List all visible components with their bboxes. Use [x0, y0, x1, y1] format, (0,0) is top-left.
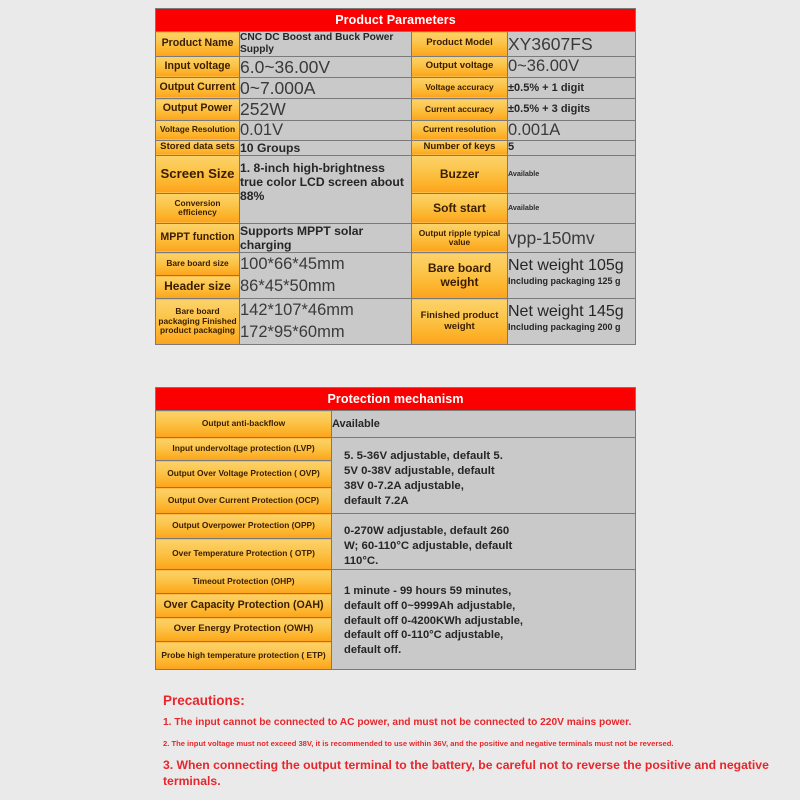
- value-soft-start: Available: [508, 193, 636, 223]
- label-owh: Over Energy Protection (OWH): [156, 618, 332, 642]
- value-group-2-part-2: [332, 539, 636, 570]
- table-row-section-header: [156, 9, 636, 32]
- table-row: [156, 411, 636, 438]
- label-ohp: Timeout Protection (OHP): [156, 570, 332, 594]
- value-group-3-part-3: [332, 618, 636, 642]
- value-group-1-part-1: [332, 438, 636, 461]
- label-soft-start: Soft start: [412, 193, 508, 223]
- label-otp: Over Temperature Protection ( OTP): [156, 539, 332, 570]
- value-output-ripple: vpp-150mv: [508, 223, 636, 252]
- label-stored-data-sets: Stored data sets: [156, 140, 240, 155]
- value-mppt-function: Supports MPPT solar charging: [240, 223, 412, 252]
- value-output-voltage: 0~36.00V: [508, 56, 636, 77]
- value-group-1-part-3: [332, 488, 636, 514]
- table-row: [156, 253, 636, 276]
- table-row: [156, 299, 636, 322]
- value-group-3-part-1: [332, 570, 636, 594]
- label-product-name: Product Name: [156, 32, 240, 57]
- precautions-section: [163, 693, 793, 790]
- table-row: [156, 140, 636, 155]
- label-output-current: Output Current: [156, 77, 240, 98]
- table-row: [156, 488, 636, 514]
- table-row: [156, 539, 636, 570]
- label-bare-board-size: Bare board size: [156, 253, 240, 276]
- table-row: [156, 32, 636, 57]
- value-group-3-part-2: [332, 594, 636, 618]
- label-ovp: Output Over Voltage Protection ( OVP): [156, 461, 332, 488]
- table-row: [156, 618, 636, 642]
- bare-board-packed-weight: Including packaging 125 g: [508, 275, 621, 286]
- value-bare-board-weight: [508, 253, 636, 299]
- value-input-voltage: 6.0~36.00V: [240, 56, 412, 77]
- value-buzzer: Available: [508, 155, 636, 193]
- table-row: [156, 155, 636, 193]
- table-row: [156, 438, 636, 461]
- value-header-size: 86*45*50mm: [240, 276, 412, 299]
- value-screen-size-and-efficiency: 1. 8-inch high-brightness true color LCD screen about 88%: [240, 155, 412, 223]
- label-mppt-function: MPPT function: [156, 223, 240, 252]
- label-oah: Over Capacity Protection (OAH): [156, 594, 332, 618]
- precaution-item-3: 3. When connecting the output terminal to the battery, be careful not to reverse the positive and negative terminals.: [163, 758, 769, 788]
- label-packaging-sizes: [156, 299, 240, 345]
- finished-product-net-weight: Net weight 145g: [508, 303, 624, 321]
- label-bare-board-packaging: Bare board packaging: [158, 306, 220, 326]
- value-group-1-part-2: [332, 461, 636, 488]
- value-output-power: 252W: [240, 99, 412, 120]
- value-product-model: XY3607FS: [508, 32, 636, 57]
- table-row: [156, 461, 636, 488]
- precaution-item-1: 1. The input cannot be connected to AC power, and must not be connected to 220V mains power.: [163, 717, 632, 728]
- table-row: [156, 594, 636, 618]
- protection-group-1-description: 5. 5-36V adjustable, default 5. 5V 0-38V adjustable, default 38V 0-7.2A adjustable, default 7.2A: [344, 450, 503, 508]
- label-output-anti-backflow: Output anti-backflow: [156, 411, 332, 438]
- label-output-voltage: Output voltage: [412, 56, 508, 77]
- label-voltage-accuracy: Voltage accuracy: [412, 77, 508, 98]
- label-finished-product-packaging: Finished product packaging: [160, 315, 237, 336]
- label-etp: Probe high temperature protection ( ETP): [156, 642, 332, 670]
- protection-mechanism-table: [155, 387, 636, 670]
- value-stored-data-sets: 10 Groups: [240, 140, 412, 155]
- finished-product-packed-weight: Including packaging 200 g: [508, 321, 621, 332]
- value-voltage-resolution: 0.01V: [240, 120, 412, 140]
- label-buzzer: Buzzer: [412, 155, 508, 193]
- table-row: [156, 570, 636, 594]
- value-voltage-accuracy: ±0.5% + 1 digit: [508, 77, 636, 98]
- table-row: [156, 223, 636, 252]
- label-bare-board-weight: Bare board weight: [412, 253, 508, 299]
- label-voltage-resolution: Voltage Resolution: [156, 120, 240, 140]
- label-conversion-efficiency: Conversion efficiency: [156, 193, 240, 223]
- protection-mechanism-title: Protection mechanism: [156, 388, 636, 411]
- label-output-ripple: Output ripple typical value: [412, 223, 508, 252]
- label-screen-size: Screen Size: [156, 155, 240, 193]
- precautions-title: Precautions:: [163, 693, 245, 708]
- label-current-resolution: Current resolution: [412, 120, 508, 140]
- precaution-item-2: 2. The input voltage must not exceed 38V, it is recommended to use within 36V, and the positive and negative terminals must not be reversed.: [163, 739, 674, 748]
- protection-group-2-description: 0-270W adjustable, default 260 W; 60-110°C adjustable, default 110°C.: [344, 525, 513, 568]
- bare-board-net-weight: Net weight 105g: [508, 257, 624, 275]
- protection-group-3-description: 1 minute - 99 hours 59 minutes, default off 0~9999Ah adjustable, default off 0-4200KWh adjustable, default off 0-110°C adjustable, default off.: [344, 585, 524, 657]
- label-finished-product-weight: Finished product weight: [412, 299, 508, 345]
- label-output-power: Output Power: [156, 99, 240, 120]
- value-product-name: CNC DC Boost and Buck Power Supply: [240, 32, 412, 57]
- value-group-2-part-1: [332, 514, 636, 539]
- label-input-voltage: Input voltage: [156, 56, 240, 77]
- value-bare-board-packaging: 142*107*46mm: [240, 299, 412, 322]
- table-row: [156, 56, 636, 77]
- table-row: [156, 514, 636, 539]
- product-parameters-title: Product Parameters: [156, 9, 636, 32]
- value-group-3-part-4: [332, 642, 636, 670]
- label-current-accuracy: Current accuracy: [412, 99, 508, 120]
- value-current-resolution: 0.001A: [508, 120, 636, 140]
- label-opp: Output Overpower Protection (OPP): [156, 514, 332, 539]
- table-row-section-header: [156, 388, 636, 411]
- value-output-current: 0~7.000A: [240, 77, 412, 98]
- label-lvp: Input undervoltage protection (LVP): [156, 438, 332, 461]
- label-ocp: Output Over Current Protection (OCP): [156, 488, 332, 514]
- label-header-size: Header size: [156, 276, 240, 299]
- value-number-of-keys: 5: [508, 140, 636, 155]
- value-finished-product-packaging: 172*95*60mm: [240, 322, 412, 345]
- label-product-model: Product Model: [412, 32, 508, 57]
- table-row: [156, 120, 636, 140]
- value-finished-product-weight: [508, 299, 636, 345]
- table-row: [156, 77, 636, 98]
- table-row: [156, 99, 636, 120]
- table-row: [156, 642, 636, 670]
- product-parameters-table: [155, 8, 636, 345]
- value-current-accuracy: ±0.5% + 3 digits: [508, 99, 636, 120]
- value-output-anti-backflow: Available: [332, 411, 636, 438]
- value-bare-board-size: 100*66*45mm: [240, 253, 412, 276]
- label-number-of-keys: Number of keys: [412, 140, 508, 155]
